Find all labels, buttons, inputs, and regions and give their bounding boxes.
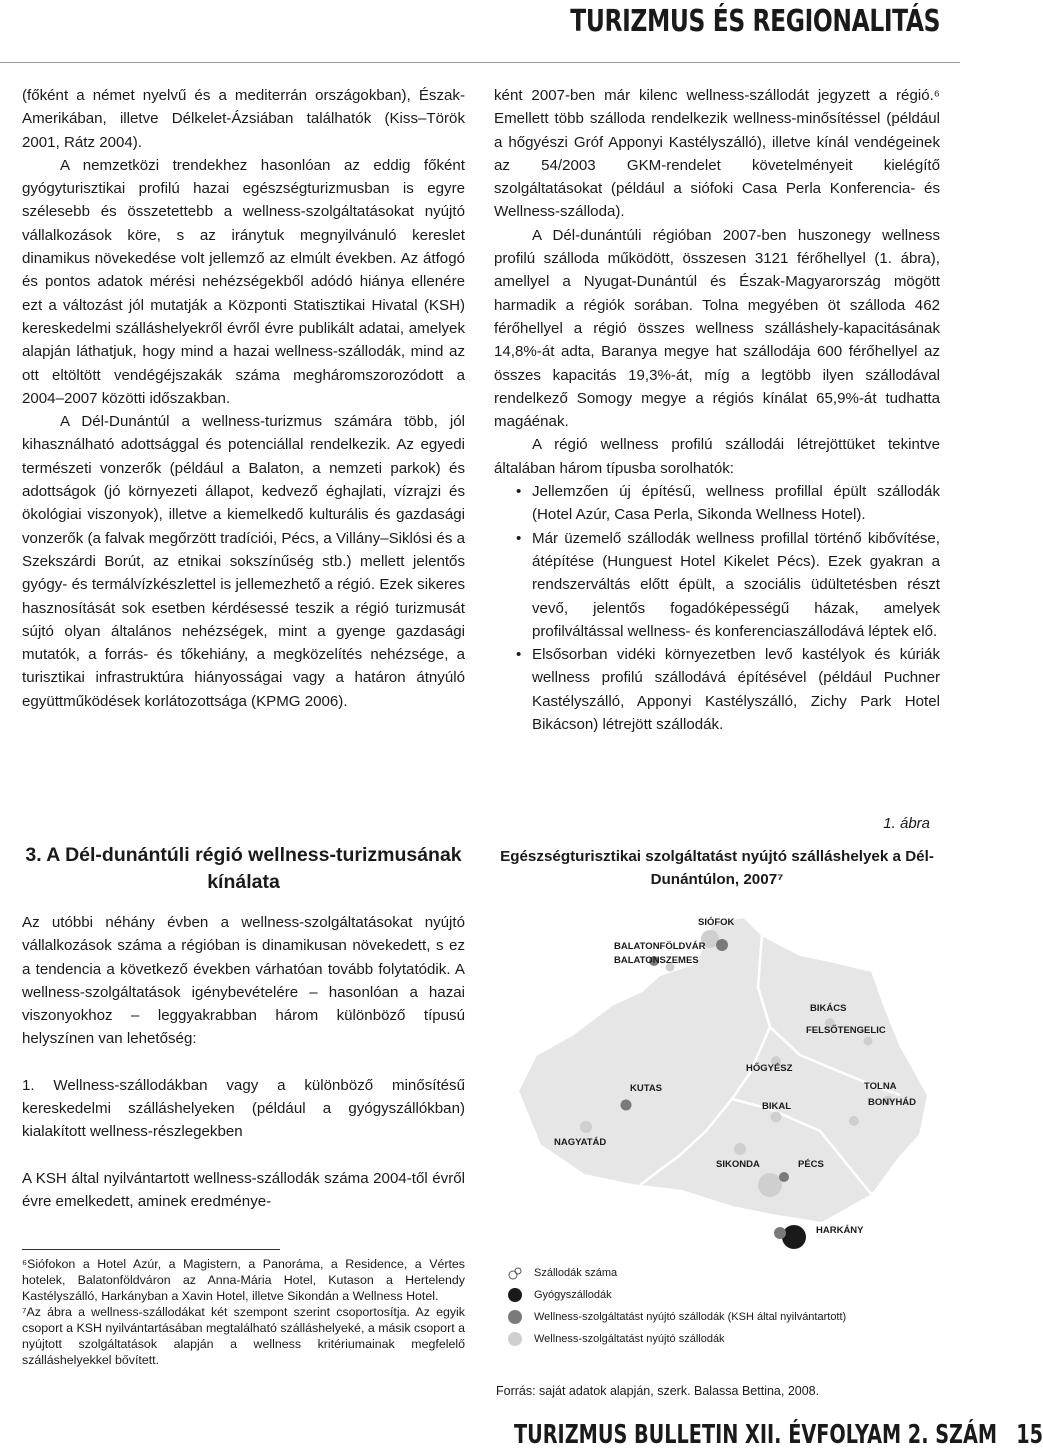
paragraph: 1. Wellness-szállodákban vagy a különböző minősítésű kereskedelmi szálláshelyeken (például a gyógyszállókban) kialakított wellness-részlegekben: [22, 1076, 465, 1141]
legend-label: Gyógyszállodák: [534, 1289, 612, 1301]
legend-label: Szállodák száma: [534, 1267, 618, 1279]
marker-pecs-2: [779, 1172, 789, 1182]
marker-bikal: [771, 1112, 782, 1123]
label-bikacs: BIKÁCS: [810, 1003, 847, 1014]
paragraph: A nemzetközi trendekhez hasonlóan az eddig főként gyógyturisztikai profilú hazai egészségturizmusban is egyre szélesebb és összetettebb a wellness-szolgáltatásokat nyújtó vállalkozások köre, s az iránytuk megnyilvánuló kereslet dinamikus növekedése volt jellemző az elmúlt években. Az átfogó és pontos adatok mérési nehézségekből adódó hiánya ellenére ezt a változást jól mutatják a Központi Statisztikai Hivatal (KSH) kereskedelmi szálláshelyekről évről évre publikált adatai, amelyek alapján láthatjuk, hogy mind a hazai wellness-szállodák, mind az ott eltöltött vendégéjszakák száma megháromszorozódott a 2004–2007 közötti időszakban.: [22, 156, 465, 407]
page-footer: [514, 1420, 1043, 1450]
label-balatonfoldvar: BALATONFÖLDVÁR: [614, 941, 706, 952]
marker-siofok-2: [716, 939, 728, 951]
paragraph: A régió wellness profilú szállodái létrejöttüket tekintve általában három típusba sorolhatók:: [494, 436, 940, 477]
figure-number: 1. ábra: [883, 815, 930, 832]
label-kutas: KUTAS: [630, 1083, 663, 1094]
label-harkany: HARKÁNY: [816, 1225, 864, 1236]
header-rule: [0, 62, 960, 63]
footnote-rule: [22, 1249, 280, 1250]
paragraph: Az utóbbi néhány évben a wellness-szolgáltatásokat nyújtó vállalkozások száma a régióban is dinamikusan növekedett, s ez a tendencia a következő években várhatóan tovább folytatódik. A wellness-szolgáltatások igénybevételére – hasonlóan a hazai viszonyokhoz – leggyakrabban három különböző típusú helyszínen van lehetőség:: [22, 914, 465, 1048]
footnotes: [22, 1256, 465, 1368]
legend-swatch-light: [508, 1332, 522, 1346]
legend-row-count: [508, 1262, 938, 1284]
running-header: TURIZMUS ÉS REGIONALITÁS: [570, 4, 940, 39]
legend-row-gyogy: [508, 1284, 938, 1306]
size-scale-icon: [508, 1266, 522, 1280]
left-column-lower: [22, 911, 465, 1236]
marker-bonyhad: [849, 1116, 859, 1126]
legend-swatch-mid: [508, 1310, 522, 1324]
section-heading: 3. A Dél-dunántúli régió wellness-turizmusának kínálata: [25, 844, 462, 893]
label-nagyatad: NAGYATÁD: [554, 1137, 607, 1148]
label-hogyesz: HŐGYÉSZ: [746, 1063, 793, 1074]
marker-harkany-2: [774, 1227, 786, 1239]
label-bikal: BIKAL: [762, 1101, 792, 1112]
list-item: • Elsősorban vidéki környezetben levő kastélyok és kúriák wellness profilú szállodává építésével (például Puchner Kastélyszálló, Apponyi Kastélyszálló, Zichy Park Hotel Bikácson) létrejött szállodák.: [494, 643, 940, 736]
hotel-type-list: [494, 480, 940, 736]
label-siofok: SIÓFOK: [698, 917, 735, 928]
marker-kutas: [621, 1100, 632, 1111]
marker-nagyatad: [580, 1121, 592, 1133]
label-bonyhad: BONYHÁD: [868, 1097, 917, 1108]
legend-label: Wellness-szolgáltatást nyújtó szállodák: [534, 1333, 725, 1345]
region-shape: [518, 917, 928, 1223]
footnote-6: ⁶Siófokon a Hotel Azúr, a Magistern, a Panoráma, a Residence, a Vértes hotelek, Balatonföldváron az Anna-Mária Hotel, Kutason a Hertelendy Kastélyszálló, Harkányban a Xavin Hotel, illetve Sikondán a Wellness Hotel.: [22, 1257, 465, 1303]
paragraph: A KSH által nyilvántartott wellness-szállodák száma 2004-től évről évre emelkedett, aminek eredménye-: [22, 1169, 465, 1210]
right-column: [494, 84, 940, 736]
legend-row-wellness: [508, 1328, 938, 1350]
list-item: • Jellemzően új építésű, wellness profillal épült szállodák (Hotel Azúr, Casa Perla, Sikonda Wellness Hotel).: [494, 480, 940, 527]
paragraph: ként 2007-ben már kilenc wellness-szállodát jegyzett a régió.⁶ Emellett több szálloda rendelkezik wellness-minősítéssel (például a hőgyészi Gróf Apponyi Kastélyszálló), illetve kínál vendégeinek az 54/2003 GKM-rendelet követelményeit kielégítő szolgáltatásokat (például a siófoki Casa Perla Konferencia- és Wellness-szálloda).: [494, 87, 940, 221]
label-balatonszemes: BALATONSZEMES: [614, 955, 699, 966]
legend-row-ksh: [508, 1306, 938, 1328]
paragraph: A Dél-Dunántúl a wellness-turizmus számára több, jól kihasználható adottsággal és potenciállal rendelkezik. Az egyedi természeti vonzerők (például a Balaton, a nemzeti parkok) és adottságok (jó környezeti állapot, kedvező éghajlati, vízrajzi és ökológiai viszonyok), illetve a kiemelkedő kulturális és gazdasági vonzerők (a falvak megőrzött tradíciói, Pécs, a Villány–Siklósi és a Szekszárdi Borút, az etnikai sokszínűség stb.) mellett jelentős gyógy- és termálvízkészlettel is jellemezhető a régió. Ezek sikeres hasznosítását sok esetben kérdésessé teszik a régió turizmusát sújtó olyan általános nehézségek, mint a gyenge gazdasági mutatók, a forrás- és tőkehiány, a megközelítés nehézsége, a turisztikai infrastruktúra hiányosságai vagy a határon átnyúló együttműködések korlátozottsága (KPMG 2006).: [22, 413, 465, 710]
marker-felsotengelic: [864, 1037, 873, 1046]
page-number: 15: [1016, 1420, 1043, 1450]
label-pecs: PÉCS: [798, 1159, 824, 1170]
label-felsotengelic: FELSŐTENGELIC: [806, 1025, 886, 1036]
left-column: [22, 84, 465, 713]
list-item: • Már üzemelő szállodák wellness profillal történő kibővítése, átépítése (Hunguest Hotel Kikelet Pécs). Ezek gyakran a rendszerváltás előtt épült, a szociális üdültetésben részt vevő, jelentős fogadóképességű házak, amelyek profilváltással wellness- és konferenciaszállodává léptek elő.: [494, 527, 940, 643]
paragraph: (főként a német nyelvű és a mediterrán országokban), Észak-Amerikában, illetve Délkelet-Ázsiában találhatók (Kiss–Török 2001, Rátz 2004).: [22, 87, 465, 151]
map-legend: [508, 1262, 938, 1350]
legend-label: Wellness-szolgáltatást nyújtó szállodák (KSH által nyilvántartott): [534, 1311, 847, 1323]
figure-source: Forrás: saját adatok alapján, szerk. Balassa Bettina, 2008.: [496, 1384, 820, 1398]
label-tolna: TOLNA: [864, 1081, 897, 1092]
region-map: [500, 895, 940, 1245]
figure-title: Egészségturisztikai szolgáltatást nyújtó szálláshelyek a Dél-Dunántúlon, 2007⁷: [500, 848, 934, 888]
marker-sikonda: [734, 1143, 746, 1155]
marker-harkany: [782, 1225, 806, 1249]
footnote-7: ⁷Az ábra a wellness-szállodákat két szempont szerint csoportosítja. Az egyik csoport a KSH nyilvántartásában megtalálható szálláshelyeké, a másik csoport a nyújtott szolgáltatások alapján a wellness kritériumainak megfelelő szálláshelyekkel bővített.: [22, 1305, 465, 1367]
paragraph: A Dél-dunántúli régióban 2007-ben huszonegy wellness profilú szálloda működött, összesen 3121 férőhellyel (1. ábra), amellyel a Nyugat-Dunántúl és Észak-Magyarország mögött harmadik a régiók sorában. Tolna megyében öt szálloda 462 férőhellyel a régió összes wellness szálláshely-kapacitásának 14,8%-át adta, Baranya megye hat szállodája 600 férőhellyel az összes kapacitás 19,3%-át, míg a legtöbb ilyen szállodával rendelkező Somogy megye a régiós kínálat 65,9%-át tudhatta magáénak.: [494, 226, 940, 431]
legend-swatch-dark: [508, 1288, 522, 1302]
label-sikonda: SIKONDA: [716, 1159, 760, 1170]
journal-title: TURIZMUS BULLETIN XII. ÉVFOLYAM 2. SZÁM: [514, 1420, 998, 1450]
marker-pecs: [758, 1173, 782, 1197]
